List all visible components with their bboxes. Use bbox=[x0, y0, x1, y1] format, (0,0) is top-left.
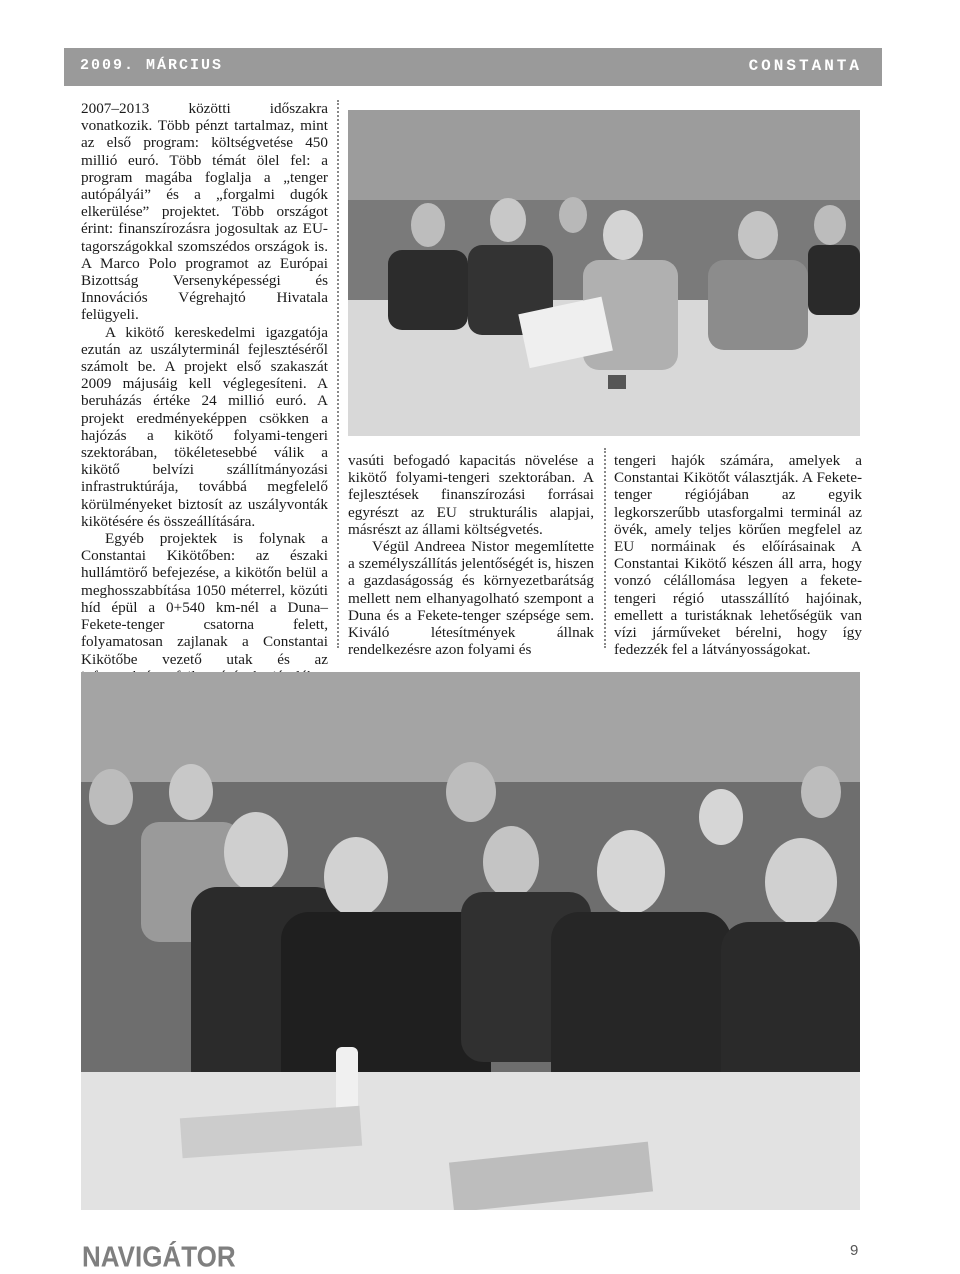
conference-photo-bottom bbox=[81, 672, 860, 1210]
text-column-3 bbox=[614, 452, 862, 658]
paragraph: tengeri hajók számára, amelyek a Constantai Kikötőt választják. A Fekete-tenger régiójában az egyik legkorszerűbb utasforgalmi terminál az övék, amely teljes körűen megfelel az EU normáinak és előírásainak A Constantai Kikötő készen áll arra, hogy vonzó célállomása legyen a fekete-tengeri régió utasszállító hajóinak, emellett a turistáknak lehetőségük van vízi járműveket bérelni, hogy így fedezzék fel a látványosságokat. bbox=[614, 452, 862, 659]
text-column-1 bbox=[81, 100, 328, 702]
page-header bbox=[64, 48, 882, 86]
issue-date: 2009. MÁRCIUS bbox=[80, 57, 224, 74]
section-title: CONSTANTA bbox=[748, 57, 862, 75]
page-number: 9 bbox=[850, 1242, 859, 1259]
paragraph: Egyéb projektek is folynak a Constantai Kikötőben: az északi hullámtörő befejezése, a kikötőn belül a meghosszabbítása 1050 méterrel, közúti híd épül a 0+540 km-nél a Duna–Fekete-tenger csatorna felett, folyamatosan zajlanak a Constantai Kikötőbe vezető utak és az bbox=[81, 530, 328, 668]
column-divider bbox=[604, 448, 606, 648]
paragraph: 2007–2013 közötti időszakra vonatkozik. Több pénzt tartalmaz, mint az első program: költségvetése 450 millió euró. Több témát ölel fel: a program magába foglalja a „tenger autópályái” és a „forgalmi dugók elkerülése” projektet. Több országot érint: finanszírozásra jogosultak az EU-tagországokkal szomszédos országok is. A Marco Polo programot az Európai Bizottság Versenyképességi és Innovációs Végrehajtó Hivatala felügyeli. bbox=[81, 100, 328, 324]
text-column-2 bbox=[348, 452, 594, 658]
paragraph: Végül Andreea Nistor megemlítette a személyszállítás jelentőségét is, hiszen a gazdaságosság és környezetbarátság mellett nem elhanyagolható szempont a Duna és a Fekete-tenger szépsége sem. Kiváló létesítmények állnak rendelkezésre azon folyami és bbox=[348, 538, 594, 659]
column-divider bbox=[337, 100, 339, 648]
navigator-logo: NAVIGÁTOR bbox=[82, 1240, 236, 1273]
conference-photo-top bbox=[348, 110, 860, 436]
paragraph: A kikötő kereskedelmi igazgatója ezután az uszályterminál fejlesztéséről számolt be. A projekt első szakaszát 2009 májusáig kell véglegesíteni. A beruházás értéke 24 millió euró. A projekt eredményeképpen csökken a hajózás a kikötő folyami-tengeri szektorában, tökéletesebbé válik a kikötő belvízi szállítmányozási infrastruktúrája, továbbá megfelelő körülményeket biztosít az uszályvonták kikötésére és összeállítására. bbox=[81, 323, 328, 530]
paragraph: vasúti befogadó kapacitás növelése a kikötő folyami-tengeri szektorában. A fejlesztések finanszírozási forrásai egyrészt az EU strukturális alapjai, másrészt az állami költségvetés. bbox=[348, 452, 594, 538]
